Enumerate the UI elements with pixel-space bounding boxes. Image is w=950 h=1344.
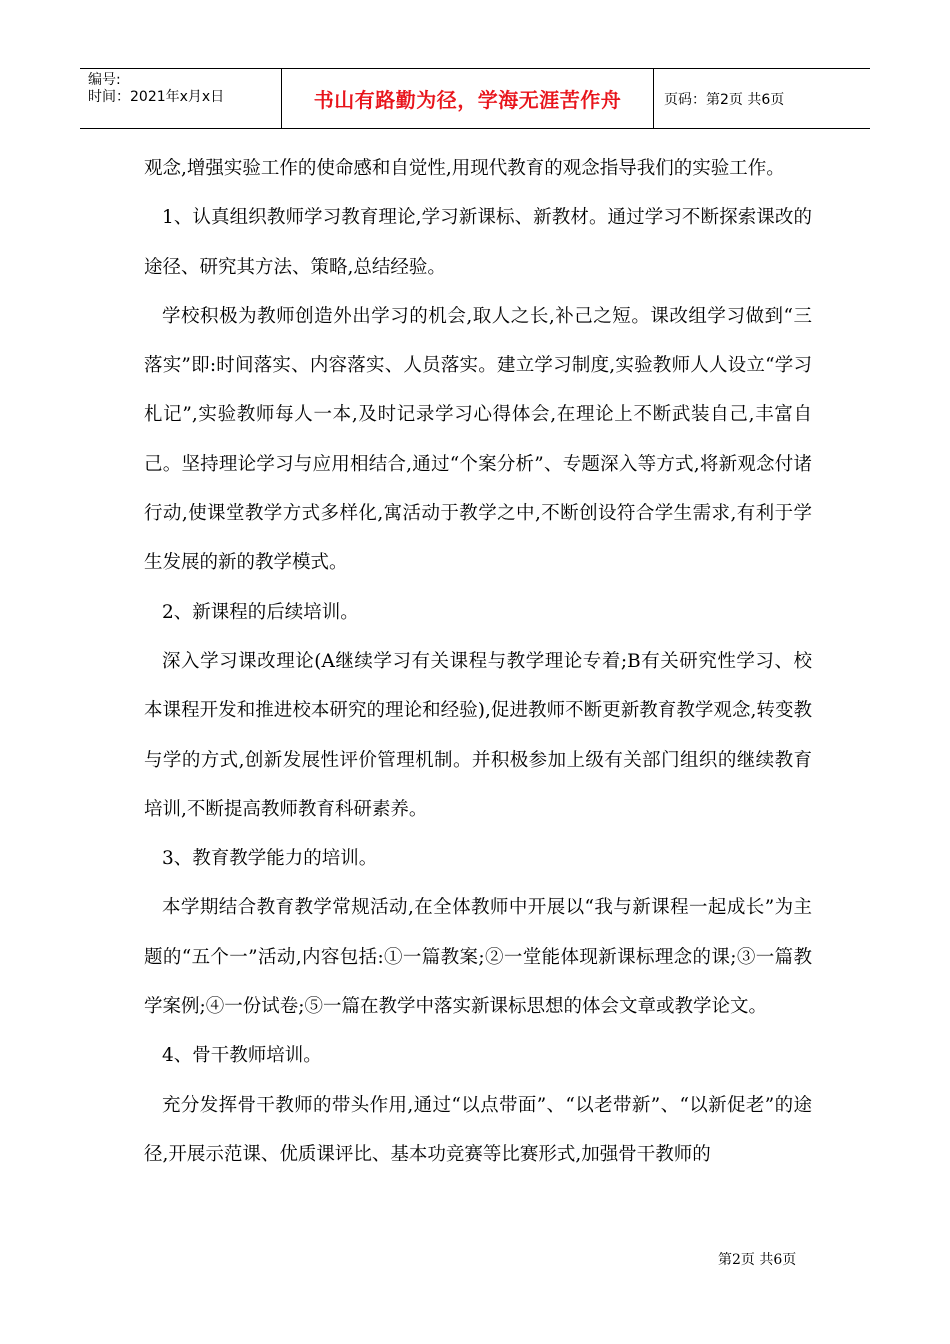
paragraph: 学校积极为教师创造外出学习的机会,取人之长,补己之短。课改组学习做到“三落实”即:时间落实、内容落实、人员落实。建立学习制度,实验教师人人设立“学习札记”,实验教师每人一本,及时记录学习心得体会,在理论上不断武装自己,丰富自己。坚持理论学习与应用相结合,通过“个案分析”、专题深入等方式,将新观念付诸行动,使课堂教学方式多样化,寓活动于教学之中,不断创设符合学生需求,有利于学生发展的新的教学模式。	[144, 305, 812, 574]
section-heading: 2、新课程的后续培训。	[162, 601, 359, 623]
section-heading: 4、骨干教师培训。	[162, 1045, 322, 1067]
paragraph: 1、认真组织教师学习教育理论,学习新课标、新教材。通过学习不断探索课改的途径、研究其方法、策略,总结经验。	[144, 207, 812, 278]
page-footer: 第2页 共6页	[718, 1252, 797, 1268]
document-number-label: 编号:	[88, 72, 121, 88]
section-heading: 3、教育教学能力的培训。	[162, 848, 378, 870]
paragraph: 深入学习课改理论(A继续学习有关课程与教学理论专着;B有关研究性学习、校本课程开发和推进校本研究的理论和经验),促进教师不断更新教育教学观念,转变教与学的方式,创新发展性评价管理机制。并积极参加上级有关部门组织的继续教育培训,不断提高教师教育科研素养。	[144, 650, 812, 820]
header-page-number: 页码：第2页 共6页	[664, 91, 785, 108]
paragraph: 本学期结合教育教学常规活动,在全体教师中开展以“我与新课程一起成长”为主题的“五个一”活动,内容包括:①一篇教案;②一堂能体现新课标理念的课;③一篇教学案例;④一份试卷;⑤一篇在教学中落实新课标思想的体会文章或教学论文。	[144, 897, 812, 1018]
paragraph: 充分发挥骨干教师的带头作用,通过“以点带面”、“以老带新”、“以新促老”的途径,开展示范课、优质课评比、基本功竞赛等比赛形式,加强骨干教师的	[144, 1094, 812, 1165]
paragraph: 观念,增强实验工作的使命感和自觉性,用现代教育的观念指导我们的实验工作。	[144, 158, 785, 179]
document-header	[80, 68, 870, 129]
document-time-label: 时间：2021年x月x日	[88, 89, 225, 105]
document-body	[144, 144, 812, 1179]
header-meta	[80, 69, 282, 128]
header-motto: 书山有路勤为径，学海无涯苦作舟	[282, 69, 654, 128]
